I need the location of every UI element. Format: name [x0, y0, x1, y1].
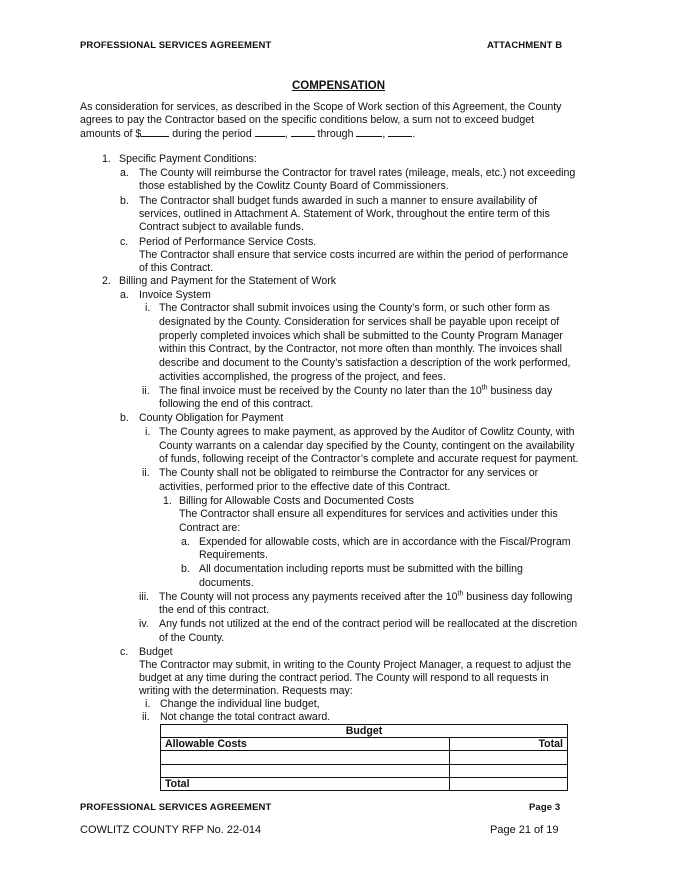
s1-c-line-3: of this Contract.: [139, 262, 214, 274]
s1-b-line-1: The Contractor shall budget funds awarded in such a manner to ensure availability of: [139, 195, 538, 207]
s2-b-ii-label: ii.: [142, 467, 150, 479]
footer-rfp: COWLITZ COUNTY RFP No. 22-014: [80, 824, 262, 836]
s1-c-line-1: Period of Performance Service Costs.: [139, 236, 317, 248]
s2-title: Billing and Payment for the Statement of Work: [119, 275, 337, 287]
s2-a-i-line-2: designated by the County. Consideration for services shall be payable upon receipt of: [159, 316, 560, 328]
s2-c-line-1: The Contractor may submit, in writing to the County Project Manager, a request to adjust the: [139, 659, 572, 671]
s2-b-1-b-line-1: All documentation including reports must be submitted with the billing: [199, 563, 523, 575]
s1-num: 1.: [102, 153, 111, 165]
period-end-blank-1: [356, 127, 382, 137]
budget-total-value: [450, 777, 568, 790]
period-start-blank-2: [291, 127, 315, 137]
budget-empty-cell: [161, 751, 450, 764]
s2-a-i-line-6: activities accomplished, the progress of the project, and fees.: [159, 371, 446, 383]
s2-a-i-line-3: properly completed invoices which shall be submitted to the County Program Manager: [159, 330, 563, 342]
header-left: PROFESSIONAL SERVICES AGREEMENT: [80, 40, 272, 51]
s2-c-label: c.: [120, 646, 129, 658]
s2-b-title: County Obligation for Payment: [139, 412, 284, 424]
s2-b-1-a-line-1: Expended for allowable costs, which are in accordance with the Fiscal/Program: [199, 536, 571, 548]
s2-b-iii-line-2: the end of this contract.: [159, 604, 270, 616]
s2-a-i-line-4: within this Contract, by the Contractor, not more often than monthly. The invoices shall: [159, 343, 562, 355]
s2-b-1-b-line-2: documents.: [199, 577, 254, 589]
s1-b-line-2: services, outlined in Attachment A. Statement of Work, throughout the entire term of this: [139, 208, 550, 220]
header-right: ATTACHMENT B: [487, 40, 563, 51]
budget-col-allowable-costs: Allowable Costs: [161, 738, 450, 751]
s2-a-i-label: i.: [145, 302, 151, 314]
s2-a-title: Invoice System: [139, 289, 211, 301]
s2-a-i-line-5: describe and document to the County’s satisfaction a description of the work performed,: [159, 357, 571, 369]
separator: ,: [382, 128, 386, 140]
s2-b-iv-line-1: Any funds not utilized at the end of the contract period will be reallocated at the discretion: [159, 618, 578, 630]
s1-c-label: c.: [120, 236, 129, 248]
s2-c-line-3: writing with the determination. Requests may:: [139, 685, 353, 697]
footer-left: PROFESSIONAL SERVICES AGREEMENT: [80, 802, 272, 813]
s2-c-ii-label: ii.: [142, 711, 150, 723]
s1-title: Specific Payment Conditions:: [119, 153, 257, 165]
s2-b-i-label: i.: [145, 426, 151, 438]
budget-col-total: Total: [450, 738, 568, 751]
s2-a-ii-text-b: business day: [487, 385, 553, 397]
separator: ,: [284, 128, 288, 140]
s2-b-i-line-1: The County agrees to make payment, as approved by the Auditor of Cowlitz County, with: [159, 426, 575, 438]
s2-a-label: a.: [120, 289, 129, 301]
s2-c-title: Budget: [139, 646, 173, 658]
s2-c-i-text: Change the individual line budget,: [160, 698, 320, 710]
intro-period-label: during the period: [172, 128, 252, 140]
s2-b-iii-text-a: The County will not process any payments received after the 10: [159, 591, 458, 603]
s2-b-1-line-1: The Contractor shall ensure all expenditures for services and activities under this: [179, 508, 558, 520]
intro-through-label: through: [317, 128, 354, 140]
s2-b-1-line-2: Contract are:: [179, 522, 241, 534]
s2-a-ii-label: ii.: [142, 385, 150, 397]
s2-b-i-line-2: County warrants on a calendar day specified by the County, contingent on the availability: [159, 440, 575, 452]
s2-b-1-title: Billing for Allowable Costs and Documented Costs: [179, 495, 414, 507]
s2-c-line-2: budget at any time during the contract period. The County will respond to all requests in: [139, 672, 549, 684]
s2-b-iii-label: iii.: [139, 591, 150, 603]
s2-b-iv-line-2: of the County.: [159, 632, 225, 644]
budget-table-title: Budget: [161, 725, 568, 738]
s2-b-iv-label: iv.: [139, 618, 149, 630]
s2-b-label: b.: [120, 412, 129, 424]
s1-a-label: a.: [120, 167, 129, 179]
intro-line-3: [80, 127, 415, 142]
s2-c-i-label: i.: [145, 698, 151, 710]
s1-b-line-3: Contract subject to available funds.: [139, 221, 304, 233]
period-end-blank-2: [388, 127, 412, 137]
budget-empty-cell: [450, 751, 568, 764]
s2-b-1-a-line-2: Requirements.: [199, 549, 268, 561]
budget-empty-cell: [450, 764, 568, 777]
s2-a-ii-line-1: [159, 385, 552, 399]
footer-page-of: Page 21 of 19: [490, 824, 559, 836]
intro-amount-label: amounts of $: [80, 128, 142, 140]
amount-blank: [141, 127, 169, 137]
intro-line-1: As consideration for services, as described in the Scope of Work section of this Agreement, the County: [80, 101, 562, 113]
s1-a-line-1: The County will reimburse the Contractor for travel rates (mileage, meals, etc.) not exceeding: [139, 167, 576, 179]
s2-b-1-label: 1.: [163, 495, 172, 507]
s2-num: 2.: [102, 275, 111, 287]
superscript-th: th: [481, 384, 488, 392]
s2-a-ii-line-2: following the end of this contract.: [159, 398, 314, 410]
budget-table: [160, 724, 568, 791]
superscript-th: th: [457, 590, 464, 598]
s2-b-1-a-label: a.: [181, 536, 190, 548]
s2-b-ii-line-1: The County shall not be obligated to reimburse the Contractor for any services or: [159, 467, 539, 479]
s2-a-ii-text-a: The final invoice must be received by the County no later than the 10: [159, 385, 482, 397]
s2-b-iii-line-1: [159, 591, 572, 605]
s2-a-i-line-1: The Contractor shall submit invoices using the County’s form, or such other form as: [159, 302, 550, 314]
s2-b-i-line-3: of funds, following receipt of the Contractor’s complete and accurate request for payment.: [159, 453, 579, 465]
page-title: COMPENSATION: [291, 80, 386, 92]
s1-c-line-2: The Contractor shall ensure that service costs incurred are within the period of performance: [139, 249, 569, 261]
s1-a-line-2: those established by the Cowlitz County Board of Commissioners.: [139, 180, 449, 192]
s2-b-ii-line-2: activities, performed prior to the effective date of this Contract.: [159, 481, 451, 493]
footer-page: Page 3: [529, 802, 561, 813]
budget-total-label: Total: [161, 777, 450, 790]
period-start-blank-1: [255, 127, 285, 137]
s2-b-1-b-label: b.: [181, 563, 190, 575]
s1-b-label: b.: [120, 195, 129, 207]
period-end: .: [412, 128, 416, 140]
s2-c-ii-text: Not change the total contract award.: [160, 711, 331, 723]
intro-line-2: agrees to pay the Contractor based on the specific conditions below, a sum not to exceed budget: [80, 114, 535, 126]
s2-b-iii-text-b: business day following: [463, 591, 573, 603]
budget-empty-cell: [161, 764, 450, 777]
